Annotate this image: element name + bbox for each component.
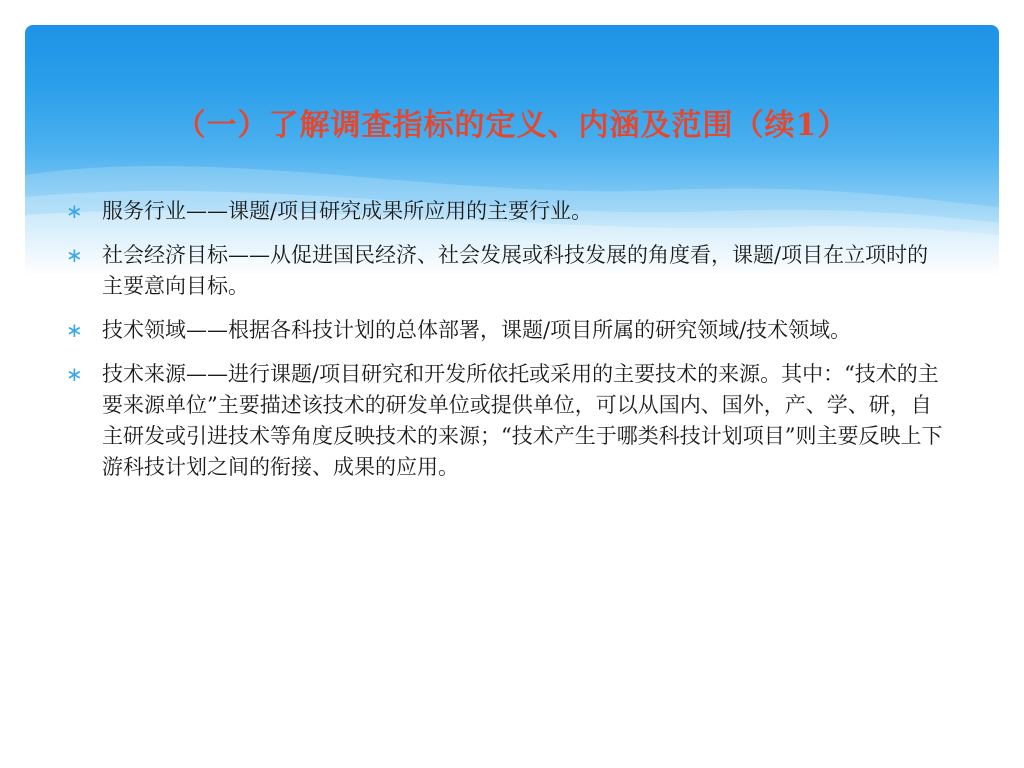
bullet-icon: ∗ (66, 199, 83, 223)
list-item-text: 技术来源——进行课题/项目研究和开发所依托或采用的主要技术的来源。其中：“技术的主要来源单位”主要描述该技术的研发单位或提供单位，可以从国内、国外，产、学、研，自主研发或引进技术等角度反映技术的来源；“技术产生于哪类科技计划项目”则主要反映上下游科技计划之间的衔接、成果的应用。 (102, 362, 943, 479)
list-item-text: 服务行业——课题/项目研究成果所应用的主要行业。 (102, 199, 593, 223)
list-item-text: 技术领域——根据各科技计划的总体部署，课题/项目所属的研究领域/技术领域。 (102, 318, 852, 342)
slide-title: （一）了解调查指标的定义、内涵及范围（续1） (175, 108, 849, 143)
list-item (66, 359, 946, 483)
list-item-text: 社会经济目标——从促进国民经济、社会发展或科技发展的角度看，课题/项目在立项时的主要意向目标。 (102, 243, 929, 298)
list-item (66, 196, 946, 227)
bullet-list (66, 196, 946, 496)
bullet-icon: ∗ (66, 243, 83, 267)
bullet-icon: ∗ (66, 318, 83, 342)
bullet-icon: ∗ (66, 362, 83, 386)
list-item (66, 315, 946, 346)
list-item (66, 240, 946, 302)
